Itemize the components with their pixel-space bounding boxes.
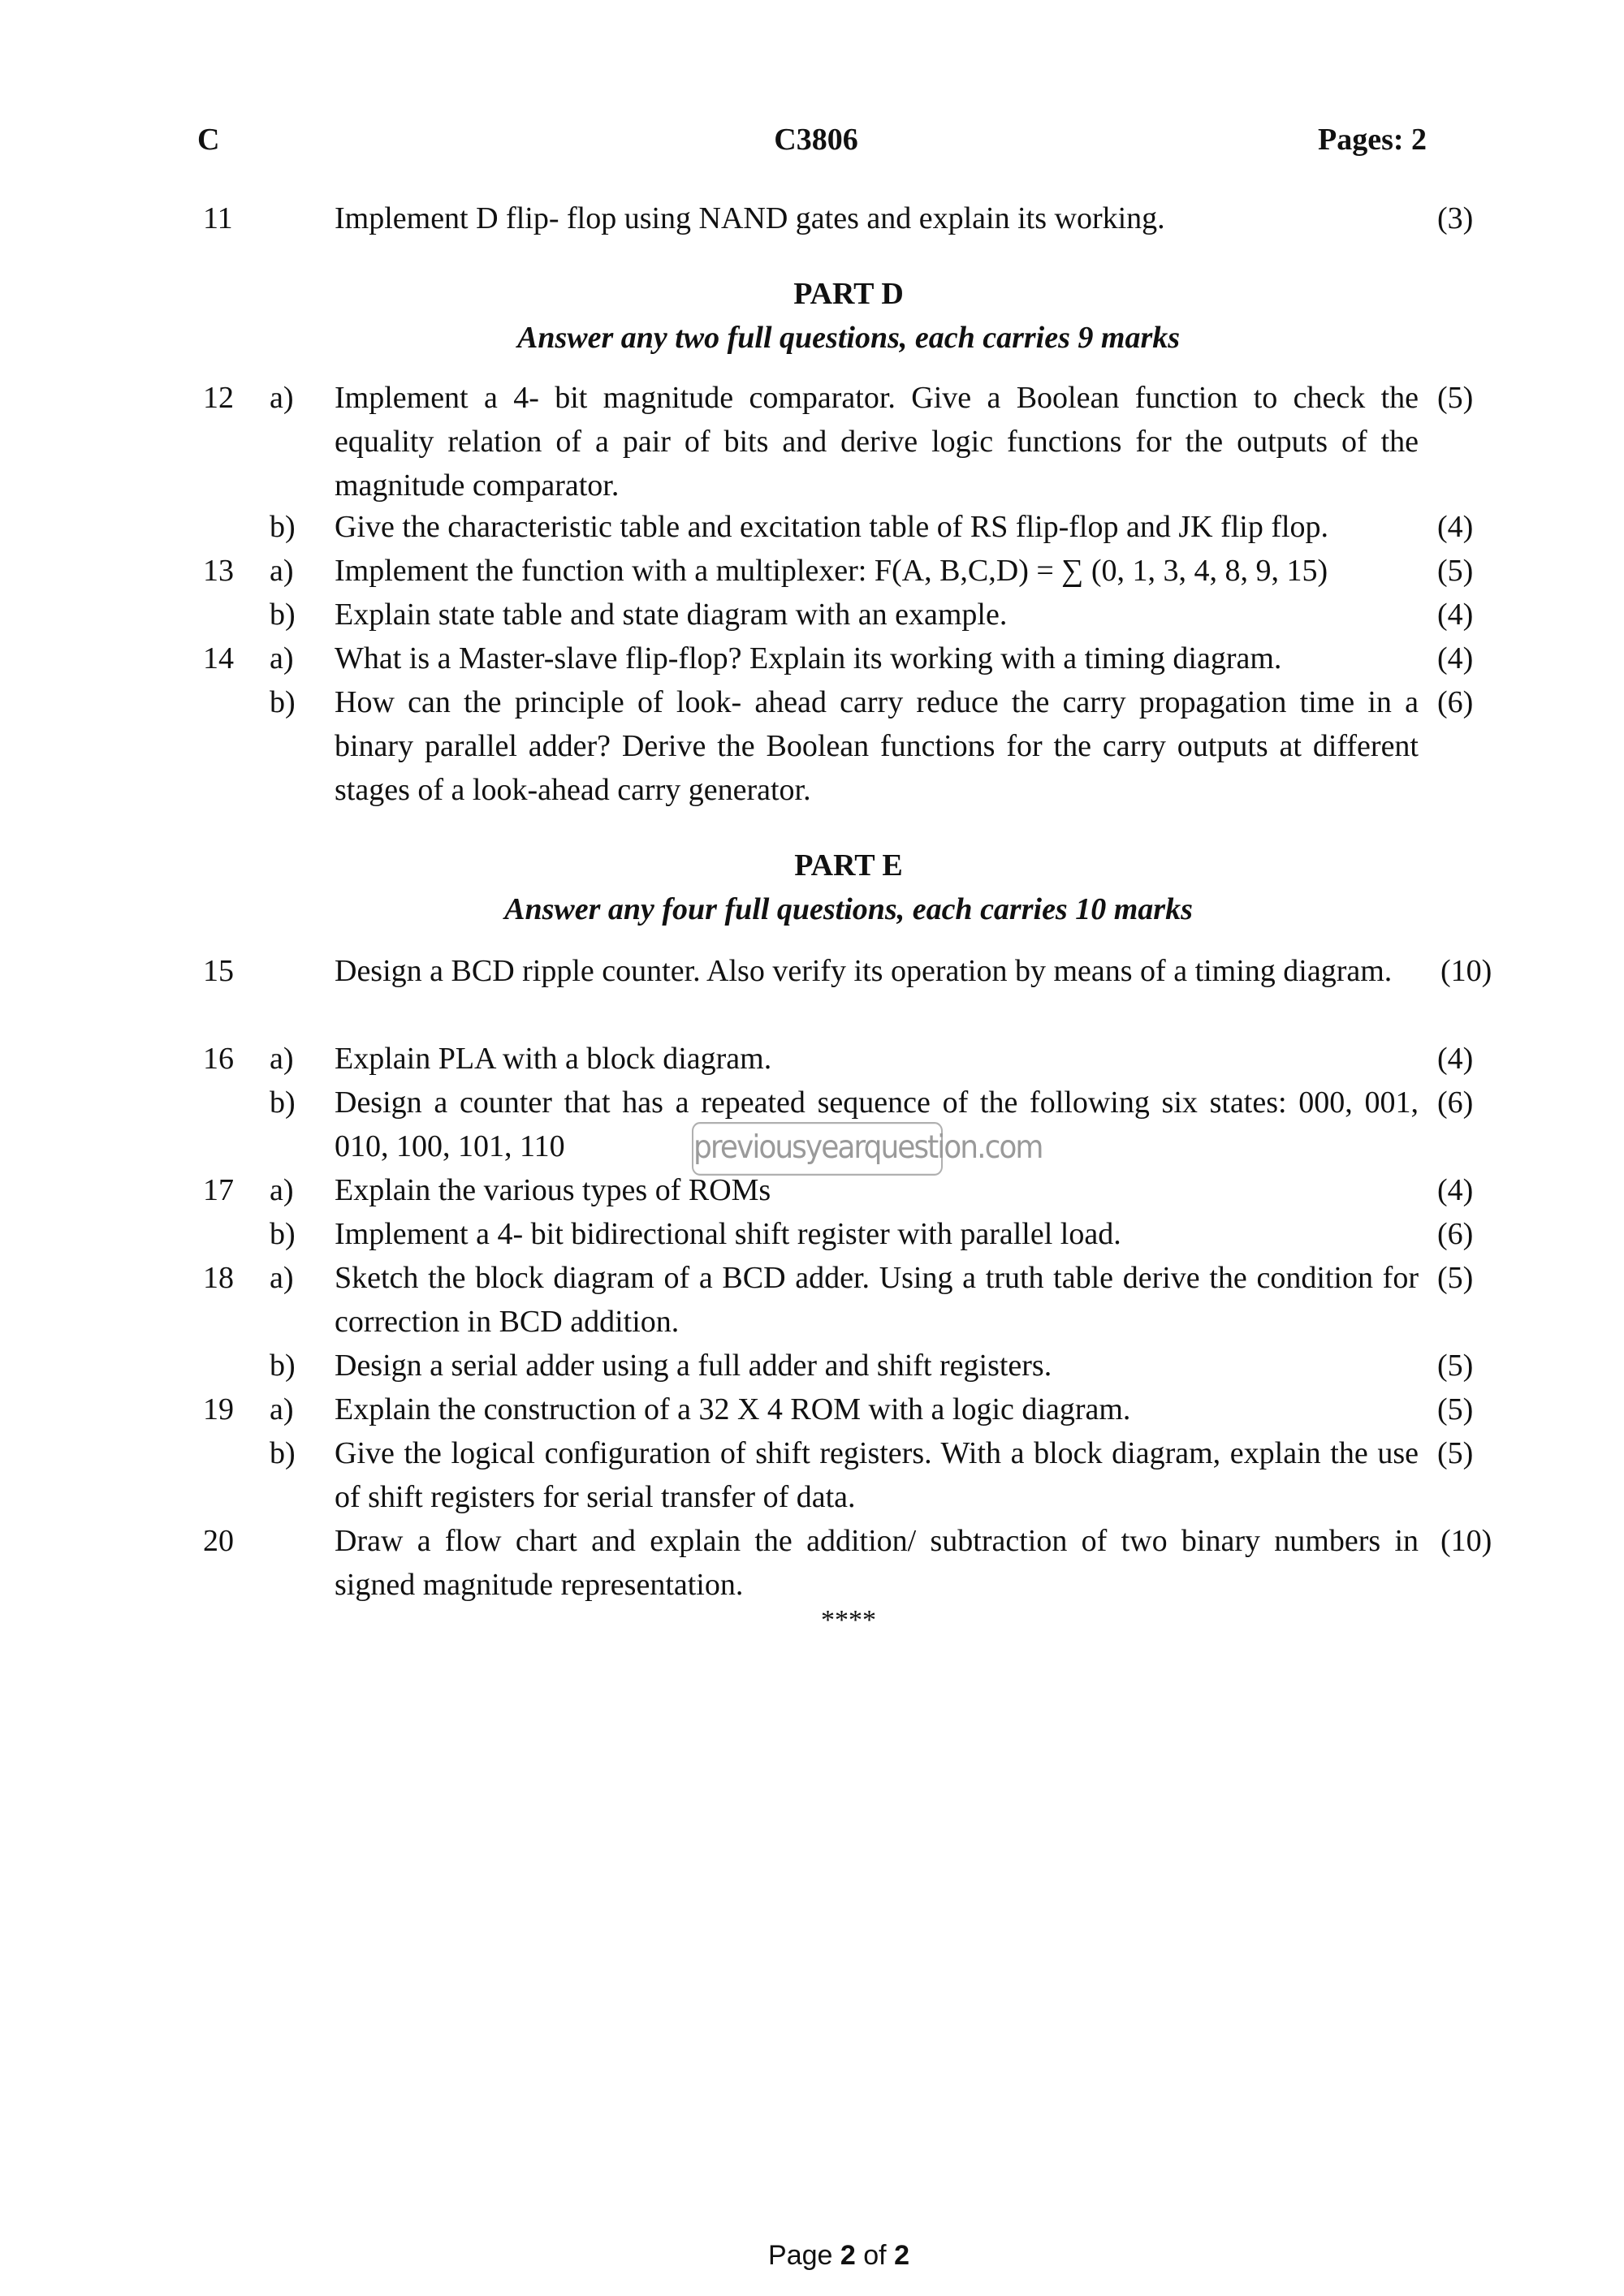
question-text: Design a serial adder using a full adder and shift registers. <box>335 1349 1052 1383</box>
question-sub-label: b) <box>270 1085 296 1120</box>
question-sub-label: a) <box>270 1042 294 1076</box>
question-marks: (3) <box>1437 201 1474 235</box>
question-number: 17 <box>203 1173 234 1207</box>
question-marks: (4) <box>1437 598 1474 632</box>
question-number: 18 <box>203 1261 234 1295</box>
part-d-title: PART D <box>793 277 904 311</box>
question-sub-label: a) <box>270 381 294 415</box>
question-marks: (6) <box>1437 1085 1474 1120</box>
footer-current-page: 2 <box>840 2240 856 2271</box>
question-number: 16 <box>203 1042 234 1076</box>
question-sub-label: b) <box>270 1349 296 1383</box>
paper-code: C3806 <box>774 123 858 157</box>
footer-page-word: Page <box>768 2240 833 2271</box>
question-marks: (10) <box>1440 1524 1492 1558</box>
footer-total-pages: 2 <box>894 2240 909 2271</box>
question-number: 13 <box>203 554 234 588</box>
question-text: Draw a flow chart and explain the addition/ subtraction of two binary numbers in signed magnitude representation. <box>335 1524 1419 1602</box>
question-sub-label: b) <box>270 598 296 632</box>
question-marks: (5) <box>1437 1392 1474 1426</box>
question-sub-label: b) <box>270 1436 296 1470</box>
question-text: How can the principle of look- ahead carry reduce the carry propagation time in a binary parallel adder? Derive the Boolean functions for the carry outputs at different stages of a look-ahead carry generator. <box>335 685 1419 807</box>
page-count: Pages: 2 <box>1318 123 1427 157</box>
question-text: Implement the function with a multiplexer: F(A, B,C,D) = ∑ (0, 1, 3, 4, 8, 9, 15) <box>335 554 1328 588</box>
question-text: Explain the various types of ROMs <box>335 1173 771 1207</box>
question-marks: (5) <box>1437 1261 1474 1295</box>
question-text: Design a BCD ripple counter. Also verify its operation by means of a timing diagram. <box>335 954 1393 988</box>
question-number: 20 <box>203 1524 234 1558</box>
question-text: Implement a 4- bit magnitude comparator. Give a Boolean function to check the equality relation of a pair of bits and derive logic functions for the outputs of the magnitude comparator. <box>335 381 1419 503</box>
question-marks: (5) <box>1437 1436 1474 1470</box>
question-number: 19 <box>203 1392 234 1426</box>
question-number: 12 <box>203 381 234 415</box>
page-footer <box>0 2238 1624 2273</box>
question-sub-label: a) <box>270 1261 294 1295</box>
question-number: 15 <box>203 954 234 988</box>
question-marks: (4) <box>1437 1042 1474 1076</box>
question-text: Design a counter that has a repeated sequence of the following six states: 000, 001, 010, 100, 101, 110 <box>335 1085 1419 1163</box>
question-marks: (6) <box>1437 1217 1474 1251</box>
question-sub-label: b) <box>270 1217 296 1251</box>
question-marks: (6) <box>1437 685 1474 719</box>
question-sub-label: a) <box>270 554 294 588</box>
question-text: What is a Master-slave flip-flop? Explain its working with a timing diagram. <box>335 641 1282 675</box>
question-text: Give the characteristic table and excitation table of RS flip-flop and JK flip flop. <box>335 510 1329 544</box>
question-sub-label: b) <box>270 685 296 719</box>
question-sub-label: a) <box>270 641 294 675</box>
question-number: 14 <box>203 641 234 675</box>
question-marks: (4) <box>1437 1173 1474 1207</box>
end-marker: **** <box>821 1605 876 1635</box>
question-text: Give the logical configuration of shift registers. With a block diagram, explain the use of shift registers for serial transfer of data. <box>335 1436 1419 1514</box>
part-e-instruction: Answer any four full questions, each carries 10 marks <box>504 892 1193 926</box>
watermark-logo: previousyearquestion.com <box>692 1122 943 1176</box>
question-marks: (4) <box>1437 641 1474 675</box>
part-d-instruction: Answer any two full questions, each carries 9 marks <box>516 321 1181 355</box>
question-marks: (10) <box>1440 954 1492 988</box>
question-marks: (5) <box>1437 381 1474 415</box>
question-marks: (4) <box>1437 510 1474 544</box>
question-text: Sketch the block diagram of a BCD adder. Using a truth table derive the condition for correction in BCD addition. <box>335 1261 1419 1339</box>
question-marks: (5) <box>1437 1349 1474 1383</box>
question-number: 11 <box>203 201 233 235</box>
question-sub-label: a) <box>270 1392 294 1426</box>
question-text: Implement a 4- bit bidirectional shift register with parallel load. <box>335 1217 1121 1251</box>
question-text: Implement D flip- flop using NAND gates and explain its working. <box>335 201 1165 235</box>
footer-of-word: of <box>863 2240 887 2271</box>
question-text: Explain the construction of a 32 X 4 ROM with a logic diagram. <box>335 1392 1131 1426</box>
question-sub-label: a) <box>270 1173 294 1207</box>
question-text: Explain state table and state diagram with an example. <box>335 598 1008 632</box>
question-sub-label: b) <box>270 510 296 544</box>
paper-set-letter: C <box>197 123 220 157</box>
part-e-title: PART E <box>794 848 903 883</box>
question-text: Explain PLA with a block diagram. <box>335 1042 772 1076</box>
question-marks: (5) <box>1437 554 1474 588</box>
